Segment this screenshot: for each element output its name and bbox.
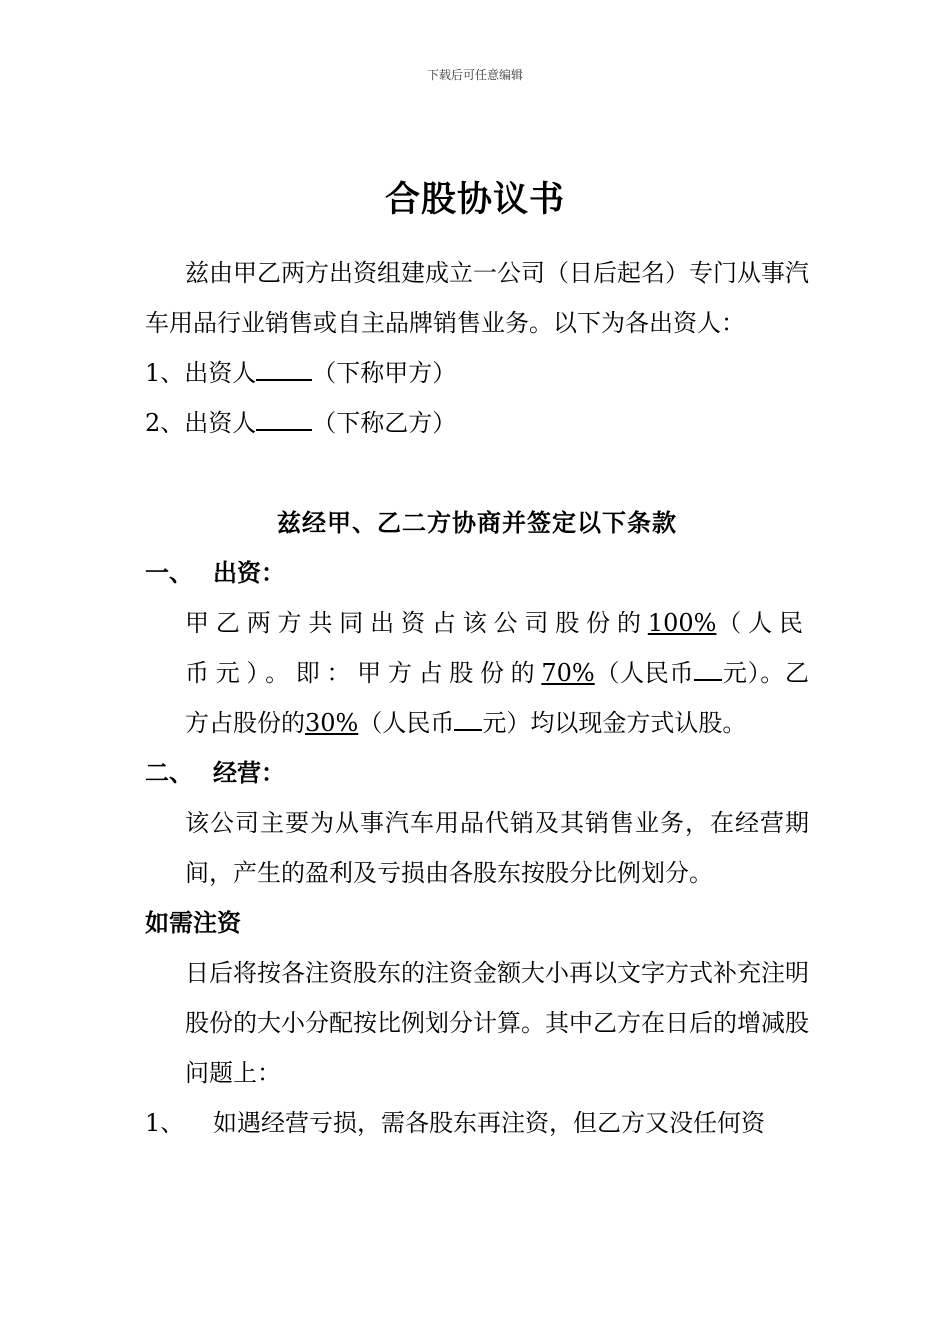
- section-1-body: [145, 598, 809, 748]
- total-percentage: 100%: [647, 609, 717, 637]
- investor-1-blank: [256, 355, 312, 381]
- section-2-number: 二、: [145, 758, 193, 787]
- section-1-text-1: 甲乙两方共同出资占该公司股份的: [185, 609, 648, 637]
- investor-2-suffix: （下称乙方）: [312, 409, 457, 437]
- party-b-percentage: 30%: [305, 709, 359, 737]
- investor-line-2: [145, 398, 809, 448]
- document-body: [145, 248, 809, 1148]
- section-1-text-5: （人民币: [358, 709, 455, 737]
- investor-1-prefix: 1、出资人: [145, 359, 257, 387]
- list-item-1: [145, 1098, 809, 1148]
- section-1-text-2: （人民币元）。即：甲方占股份的: [185, 609, 809, 687]
- section-1-title: 出资：: [213, 558, 285, 587]
- terms-subtitle: 兹经甲、乙二方协商并签定以下条款: [277, 508, 677, 537]
- section-1-text-4: 元）。乙方占股份的: [185, 659, 810, 737]
- section-1-text-3: （人民币: [594, 659, 695, 687]
- investor-2-prefix: 2、出资人: [145, 409, 257, 437]
- list-item-1-number: 1、: [145, 1109, 185, 1137]
- section-1-heading: [145, 548, 809, 598]
- document-title: 合股协议书: [384, 179, 565, 220]
- section-1-text-6: 元）均以现金方式认股。: [482, 709, 747, 737]
- section-1-number: 一、: [145, 558, 193, 587]
- party-a-percentage: 70%: [541, 659, 595, 687]
- intro-paragraph: 兹由甲乙两方出资组建成立一公司（日后起名）专门从事汽车用品行业销售或自主品牌销售业务。以下为各出资人：: [145, 259, 809, 337]
- party-a-amount-blank: [694, 655, 722, 681]
- section-3-heading: 如需注资: [145, 908, 241, 937]
- header-note: 下载后可任意编辑: [426, 68, 523, 82]
- list-item-1-text: 如遇经营亏损，需各股东再注资，但乙方又没任何资: [213, 1109, 765, 1137]
- investor-1-suffix: （下称甲方）: [312, 359, 457, 387]
- party-b-amount-blank: [454, 705, 482, 731]
- section-2-heading: [145, 748, 809, 798]
- investor-2-blank: [256, 405, 312, 431]
- section-3-body: 日后将按各注资股东的注资金额大小再以文字方式补充注明股份的大小分配按比例划分计算。其中乙方在日后的增减股问题上：: [185, 959, 809, 1087]
- section-2-body: 该公司主要为从事汽车用品代销及其销售业务，在经营期间，产生的盈利及亏损由各股东按股分比例划分。: [185, 809, 809, 887]
- investor-line-1: [145, 348, 809, 398]
- section-2-title: 经营：: [213, 758, 285, 787]
